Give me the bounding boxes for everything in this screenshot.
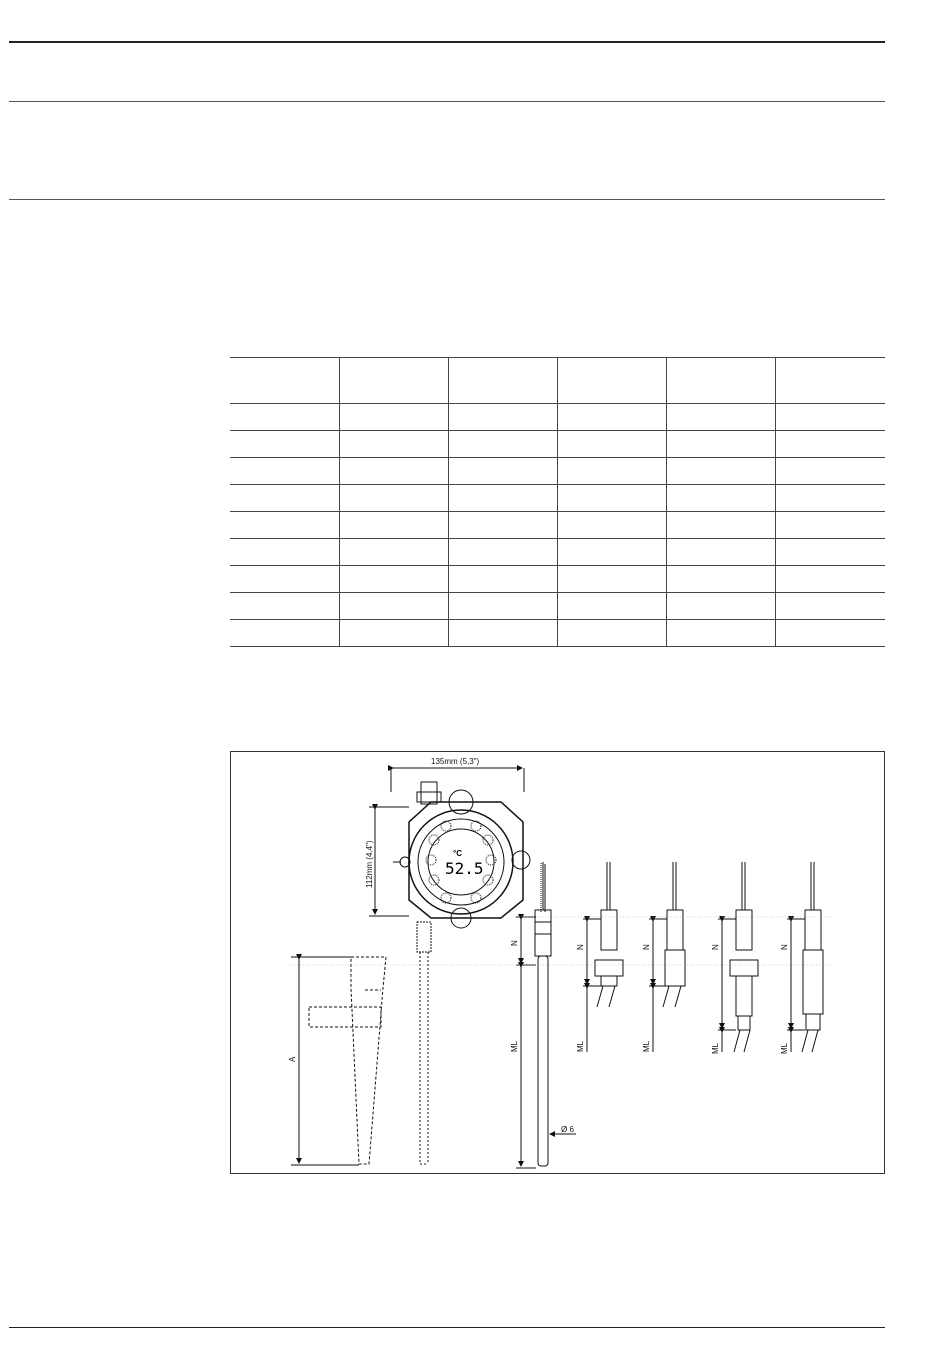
table-cell	[230, 620, 339, 647]
drawing-svg	[231, 752, 884, 1173]
table-row	[230, 620, 885, 647]
table-cell	[448, 431, 557, 458]
table-cell	[339, 593, 448, 620]
table-cell	[339, 539, 448, 566]
dimension-ml-label: ML	[576, 1040, 585, 1052]
dimension-drawing	[230, 751, 885, 1174]
table-row	[230, 566, 885, 593]
table-cell	[776, 512, 885, 539]
table-cell	[448, 485, 557, 512]
table-cell	[776, 485, 885, 512]
table-cell	[339, 512, 448, 539]
table-header-row	[230, 358, 885, 404]
table-cell	[557, 512, 666, 539]
table-cell	[448, 566, 557, 593]
table-cell	[776, 593, 885, 620]
table-cell	[557, 485, 666, 512]
table-cell	[230, 566, 339, 593]
table-cell	[339, 620, 448, 647]
table-cell	[230, 593, 339, 620]
table-cell	[448, 593, 557, 620]
table-header-cell	[339, 358, 448, 404]
spec-table	[230, 357, 885, 647]
table-cell	[448, 404, 557, 431]
table-cell	[448, 539, 557, 566]
table-cell	[776, 431, 885, 458]
table-cell	[667, 539, 776, 566]
display-value: 52.5	[445, 859, 484, 878]
table-cell	[667, 458, 776, 485]
table-cell	[667, 485, 776, 512]
table-row	[230, 404, 885, 431]
table-cell	[776, 458, 885, 485]
dimension-ml-label: ML	[510, 1040, 519, 1052]
table-row	[230, 485, 885, 512]
table-cell	[667, 566, 776, 593]
table-cell	[557, 404, 666, 431]
table-cell	[339, 458, 448, 485]
table-cell	[339, 485, 448, 512]
table-cell	[230, 431, 339, 458]
width-dimension-label: 135mm (5,3")	[431, 757, 480, 766]
table-cell	[667, 431, 776, 458]
table-cell	[776, 620, 885, 647]
display-unit: °C	[453, 849, 462, 858]
bottom-rule	[9, 1327, 885, 1328]
dimension-n-label: N	[510, 940, 519, 946]
table-header-cell	[667, 358, 776, 404]
table-cell	[557, 458, 666, 485]
table-cell	[667, 404, 776, 431]
height-dimension-label: 112mm (4,4")	[365, 840, 374, 888]
table-cell	[230, 458, 339, 485]
table-row	[230, 512, 885, 539]
dimension-n-label: N	[780, 944, 789, 950]
table-cell	[557, 566, 666, 593]
table-row	[230, 431, 885, 458]
table-header-cell	[776, 358, 885, 404]
section-rule-2	[9, 199, 885, 200]
table-row	[230, 593, 885, 620]
table-cell	[557, 620, 666, 647]
dimension-ml-label: ML	[780, 1042, 789, 1054]
top-rule	[9, 41, 885, 43]
table-cell	[667, 620, 776, 647]
dimension-a-label: A	[288, 1056, 297, 1062]
dimension-ml-label: ML	[642, 1040, 651, 1052]
table-row	[230, 458, 885, 485]
table-cell	[448, 512, 557, 539]
table-cell	[339, 566, 448, 593]
diameter-label: Ø 6	[561, 1125, 574, 1134]
table-header-cell	[448, 358, 557, 404]
table-cell	[557, 593, 666, 620]
table-row	[230, 539, 885, 566]
table-header-cell	[557, 358, 666, 404]
table-cell	[776, 404, 885, 431]
table-cell	[557, 539, 666, 566]
dimension-n-label: N	[576, 944, 585, 950]
table-cell	[230, 539, 339, 566]
dimension-n-label: N	[642, 944, 651, 950]
table-cell	[448, 458, 557, 485]
table-cell	[776, 539, 885, 566]
dimension-n-label: N	[711, 944, 720, 950]
table-cell	[448, 620, 557, 647]
table-cell	[557, 431, 666, 458]
table-header-cell	[230, 358, 339, 404]
table-cell	[667, 512, 776, 539]
dimension-ml-label: ML	[711, 1042, 720, 1054]
table-cell	[230, 404, 339, 431]
section-rule-1	[9, 101, 885, 102]
table-cell	[667, 593, 776, 620]
table-cell	[339, 404, 448, 431]
table-cell	[776, 566, 885, 593]
table-cell	[230, 512, 339, 539]
table-cell	[339, 431, 448, 458]
table-cell	[230, 485, 339, 512]
